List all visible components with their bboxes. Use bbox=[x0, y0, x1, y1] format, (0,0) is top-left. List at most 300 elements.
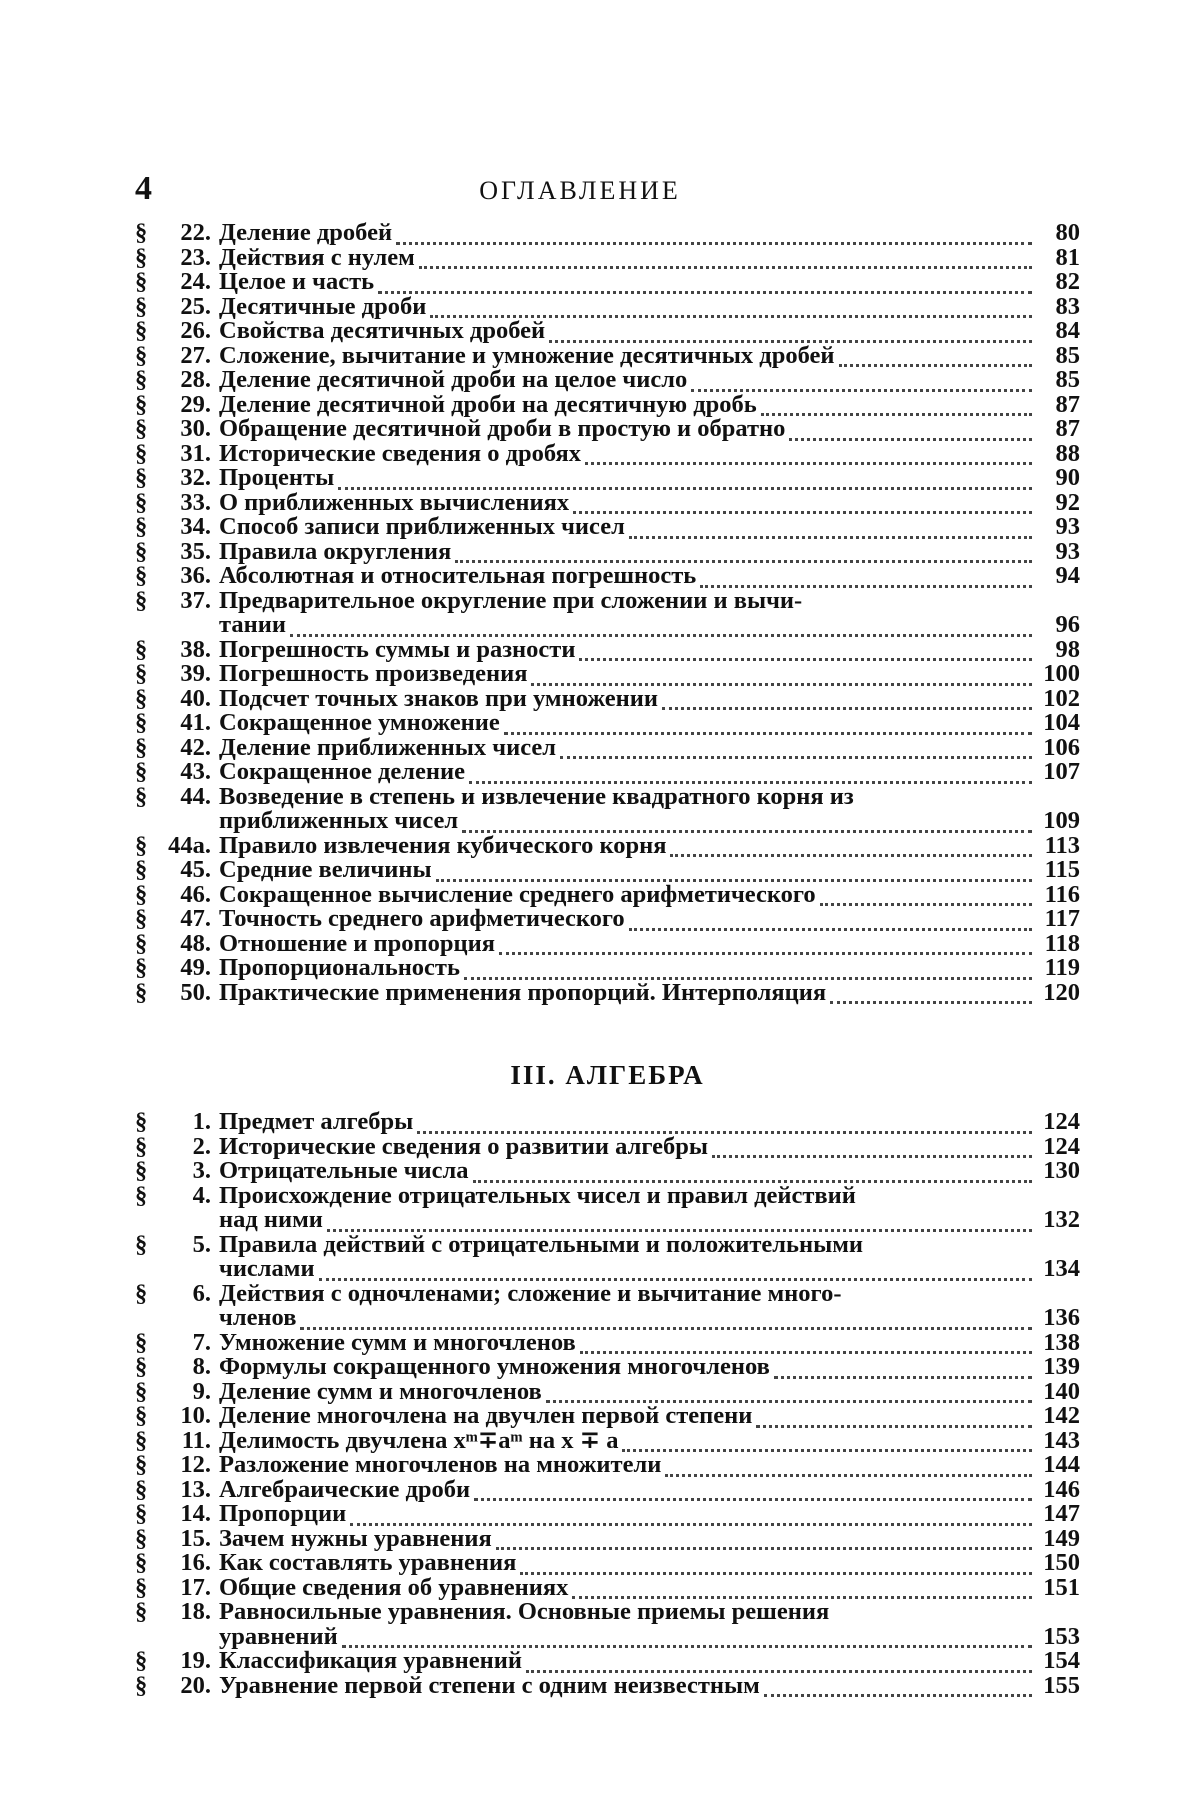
page-ref: 144 bbox=[1043, 1451, 1080, 1478]
page-ref: 155 bbox=[1043, 1671, 1080, 1699]
section-sign: § bbox=[135, 513, 148, 540]
toc-entry bbox=[135, 1355, 1080, 1380]
toc-entry-line bbox=[135, 1159, 1080, 1184]
page-ref: 106 bbox=[1043, 733, 1080, 761]
toc-entry-line bbox=[135, 341, 1080, 369]
section-title: Исторические сведения о дробях bbox=[219, 439, 582, 467]
section-number: 41. bbox=[180, 709, 211, 736]
section-title: Целое и часть bbox=[219, 268, 375, 295]
page-ref: 117 bbox=[1044, 905, 1080, 932]
section-number: 30. bbox=[180, 415, 211, 442]
dot-leader bbox=[560, 746, 1032, 759]
section-sign: § bbox=[135, 390, 148, 418]
section-number: 36. bbox=[180, 562, 211, 589]
section-title: Алгебраические дроби bbox=[219, 1475, 471, 1503]
section-sign: § bbox=[135, 1279, 148, 1307]
page-ref: 139 bbox=[1043, 1353, 1080, 1380]
section-number: 15. bbox=[180, 1524, 211, 1552]
section-number: 17. bbox=[180, 1573, 211, 1601]
section-title: Действия с нулем bbox=[219, 243, 415, 271]
toc-entry bbox=[135, 684, 1080, 712]
dot-leader bbox=[319, 1268, 1032, 1281]
section-sign: § bbox=[135, 880, 148, 908]
toc-entry bbox=[135, 1377, 1080, 1405]
section-sign: § bbox=[135, 415, 148, 442]
section-sign: § bbox=[135, 733, 148, 761]
section-number: 16. bbox=[180, 1549, 211, 1576]
dot-leader bbox=[665, 1464, 1032, 1477]
toc-entry bbox=[135, 1551, 1080, 1576]
page-ref: 118 bbox=[1044, 929, 1080, 957]
dot-leader bbox=[670, 844, 1032, 857]
toc-entry bbox=[135, 221, 1080, 246]
section-number: 24. bbox=[180, 268, 211, 295]
section-sign: § bbox=[135, 1132, 148, 1160]
section-title: Классификация уравнений bbox=[219, 1647, 522, 1674]
dot-leader bbox=[585, 452, 1032, 465]
toc-entry-continuation bbox=[135, 613, 1080, 638]
page-ref: 96 bbox=[1055, 611, 1080, 638]
toc-entry bbox=[135, 662, 1080, 687]
section-title-continued: уравнений bbox=[219, 1622, 338, 1650]
page-ref: 120 bbox=[1043, 978, 1080, 1006]
toc-entry bbox=[135, 564, 1080, 589]
section-title: Абсолютная и относительная погрешность bbox=[219, 562, 697, 589]
toc-entry-line bbox=[135, 929, 1080, 957]
toc-entry-line bbox=[135, 1671, 1080, 1699]
section-number: 27. bbox=[180, 341, 211, 369]
toc-entry bbox=[135, 1110, 1080, 1135]
toc-entry-line bbox=[135, 488, 1080, 516]
dot-leader bbox=[700, 575, 1032, 588]
toc-entry-line bbox=[135, 1110, 1080, 1135]
section-sign: § bbox=[135, 268, 148, 295]
page-ref: 138 bbox=[1043, 1328, 1080, 1356]
section-title: Сокращенное умножение bbox=[219, 709, 500, 736]
toc-entry bbox=[135, 243, 1080, 271]
section-title: Сложение, вычитание и умножение десятичных дробей bbox=[219, 341, 835, 369]
section-title: Точность среднего арифметического bbox=[219, 905, 625, 932]
page-ref: 147 bbox=[1043, 1500, 1080, 1527]
section-number: 7. bbox=[192, 1328, 211, 1356]
section-title: О приближенных вычислениях bbox=[219, 488, 570, 516]
section-number: 18. bbox=[180, 1598, 211, 1625]
part-heading: III. АЛГЕБРА bbox=[510, 1060, 705, 1090]
section-number: 33. bbox=[180, 488, 211, 516]
dot-leader bbox=[417, 1121, 1032, 1134]
section-sign: § bbox=[135, 782, 148, 810]
toc-entry bbox=[135, 390, 1080, 418]
section-title: Умножение сумм и многочленов bbox=[219, 1328, 576, 1356]
section-title: Деление дробей bbox=[219, 219, 393, 246]
page-ref: 81 bbox=[1055, 243, 1080, 271]
toc-entry-line bbox=[135, 390, 1080, 418]
page-ref: 140 bbox=[1043, 1377, 1080, 1405]
page-ref: 136 bbox=[1043, 1304, 1080, 1331]
section-number: 37. bbox=[180, 586, 211, 614]
dot-leader bbox=[830, 991, 1032, 1004]
toc-entry-line bbox=[135, 368, 1080, 393]
page-ref: 100 bbox=[1043, 660, 1080, 687]
section-sign: § bbox=[135, 709, 148, 736]
section-title: Деление многочлена на двучлен первой степени bbox=[219, 1402, 753, 1429]
section-sign: § bbox=[135, 1500, 148, 1527]
toc-entry-continuation bbox=[135, 809, 1080, 834]
toc-entry bbox=[135, 417, 1080, 442]
page-ref: 87 bbox=[1055, 415, 1080, 442]
toc-entry-line bbox=[135, 1573, 1080, 1601]
section-sign: § bbox=[135, 1108, 148, 1135]
toc-entry-continuation bbox=[135, 1306, 1080, 1331]
dot-leader bbox=[396, 232, 1032, 245]
toc-entry-line bbox=[135, 270, 1080, 295]
section-title: Формулы сокращенного умножения многочленов bbox=[219, 1353, 770, 1380]
dot-leader bbox=[579, 648, 1032, 661]
page-ref: 90 bbox=[1055, 464, 1080, 491]
section-title: Отношение и пропорция bbox=[219, 929, 495, 957]
dot-leader bbox=[327, 1219, 1032, 1232]
page-ref: 151 bbox=[1043, 1573, 1080, 1601]
toc-entry-line bbox=[135, 684, 1080, 712]
section-number: 14. bbox=[180, 1500, 211, 1527]
toc-entry-line bbox=[135, 662, 1080, 687]
toc-entry bbox=[135, 1426, 1080, 1454]
toc-entry-line bbox=[135, 1600, 1080, 1625]
section-title: Сокращенное вычисление среднего арифметического bbox=[219, 880, 816, 908]
page-ref: 84 bbox=[1055, 317, 1080, 344]
section-sign: § bbox=[135, 929, 148, 957]
section-title-continued: тании bbox=[219, 611, 286, 638]
toc-entry bbox=[135, 1453, 1080, 1478]
toc-entry-line bbox=[135, 1649, 1080, 1674]
section-number: 50. bbox=[180, 978, 211, 1006]
toc-entry bbox=[135, 466, 1080, 491]
section-number: 9. bbox=[192, 1377, 211, 1405]
section-number: 49. bbox=[180, 954, 211, 981]
dot-leader bbox=[789, 428, 1032, 441]
toc-entry-line bbox=[135, 760, 1080, 785]
toc-entry-line bbox=[135, 711, 1080, 736]
section-sign: § bbox=[135, 1402, 148, 1429]
section-number: 1. bbox=[192, 1108, 211, 1135]
section-title: Уравнение первой степени с одним неизвестным bbox=[219, 1671, 760, 1699]
page-ref: 85 bbox=[1055, 341, 1080, 369]
page-ref: 109 bbox=[1043, 807, 1080, 834]
page-ref: 154 bbox=[1043, 1647, 1080, 1674]
section-title: Происхождение отрицательных чисел и правил действий bbox=[219, 1181, 856, 1209]
toc-entry-line bbox=[135, 466, 1080, 491]
toc-entry-continuation bbox=[135, 1208, 1080, 1233]
dot-leader bbox=[629, 526, 1032, 539]
section-number: 22. bbox=[180, 219, 211, 246]
toc-entry bbox=[135, 1671, 1080, 1699]
section-number: 39. bbox=[180, 660, 211, 687]
page-ref: 119 bbox=[1044, 954, 1080, 981]
dot-leader bbox=[338, 477, 1032, 490]
page-number: 4 bbox=[135, 170, 152, 207]
toc-section-arithmetic bbox=[135, 221, 1080, 1005]
section-title: Деление приближенных чисел bbox=[219, 733, 557, 761]
page-ref: 80 bbox=[1055, 219, 1080, 246]
toc-entry bbox=[135, 635, 1080, 663]
dot-leader bbox=[712, 1145, 1032, 1158]
section-sign: § bbox=[135, 562, 148, 589]
section-number: 34. bbox=[180, 513, 211, 540]
page-ref: 85 bbox=[1055, 366, 1080, 393]
section-sign: § bbox=[135, 1230, 148, 1258]
section-title: Предмет алгебры bbox=[219, 1108, 414, 1135]
section-number: 3. bbox=[192, 1157, 211, 1184]
toc-entry bbox=[135, 1230, 1080, 1282]
section-number: 25. bbox=[180, 292, 211, 320]
section-sign: § bbox=[135, 1377, 148, 1405]
section-number: 38. bbox=[180, 635, 211, 663]
page-ref: 113 bbox=[1044, 831, 1080, 859]
section-title: Способ записи приближенных чисел bbox=[219, 513, 625, 540]
page-ref: 150 bbox=[1043, 1549, 1080, 1576]
page-ref: 116 bbox=[1044, 880, 1080, 908]
section-number: 13. bbox=[180, 1475, 211, 1503]
section-title: Деление сумм и многочленов bbox=[219, 1377, 542, 1405]
dot-leader bbox=[473, 1170, 1032, 1183]
toc-entry bbox=[135, 1404, 1080, 1429]
section-title: Свойства десятичных дробей bbox=[219, 317, 546, 344]
page-ref: 130 bbox=[1043, 1157, 1080, 1184]
section-sign: § bbox=[135, 243, 148, 271]
page-ref: 124 bbox=[1043, 1132, 1080, 1160]
section-sign: § bbox=[135, 341, 148, 369]
toc-entry-line bbox=[135, 515, 1080, 540]
dot-leader bbox=[504, 722, 1032, 735]
section-number: 26. bbox=[180, 317, 211, 344]
section-sign: § bbox=[135, 684, 148, 712]
toc-entry-line bbox=[135, 221, 1080, 246]
section-title: Пропорциональность bbox=[219, 954, 460, 981]
toc-entry bbox=[135, 1132, 1080, 1160]
toc-entry-line bbox=[135, 1355, 1080, 1380]
toc-entry-line bbox=[135, 1328, 1080, 1356]
section-sign: § bbox=[135, 488, 148, 516]
page-ref: 132 bbox=[1043, 1206, 1080, 1233]
section-title: Разложение многочленов на множители bbox=[219, 1451, 662, 1478]
toc-entry-line bbox=[135, 1524, 1080, 1552]
section-number: 31. bbox=[180, 439, 211, 467]
section-sign: § bbox=[135, 635, 148, 663]
dot-leader bbox=[531, 673, 1032, 686]
section-title: Сокращенное деление bbox=[219, 758, 465, 785]
dot-leader bbox=[764, 1684, 1032, 1697]
page-header bbox=[135, 170, 1025, 210]
section-title: Погрешность суммы и разности bbox=[219, 635, 576, 663]
dot-leader bbox=[820, 893, 1032, 906]
toc-entry-line bbox=[135, 1551, 1080, 1576]
section-number: 10. bbox=[180, 1402, 211, 1429]
section-number: 6. bbox=[192, 1279, 211, 1307]
dot-leader bbox=[622, 1439, 1032, 1452]
toc-entry-line bbox=[135, 733, 1080, 761]
page-ref: 98 bbox=[1055, 635, 1080, 663]
section-title: Правила действий с отрицательными и положительными bbox=[219, 1230, 864, 1258]
section-title: Деление десятичной дроби на десятичную дробь bbox=[219, 390, 757, 418]
section-sign: § bbox=[135, 1475, 148, 1503]
section-title: Правила округления bbox=[219, 537, 452, 565]
running-title: ОГЛАВЛЕНИЕ bbox=[479, 176, 681, 205]
toc-entry bbox=[135, 368, 1080, 393]
dot-leader bbox=[300, 1317, 1032, 1330]
toc-entry-line bbox=[135, 956, 1080, 981]
section-number: 4. bbox=[192, 1181, 211, 1209]
section-sign: § bbox=[135, 978, 148, 1006]
dot-leader bbox=[378, 281, 1032, 294]
toc-entry bbox=[135, 1279, 1080, 1331]
section-number: 44. bbox=[180, 782, 211, 810]
page-ref: 134 bbox=[1043, 1255, 1080, 1282]
section-title: Подсчет точных знаков при умножении bbox=[219, 684, 659, 712]
section-sign: § bbox=[135, 439, 148, 467]
section-number: 20. bbox=[180, 1671, 211, 1699]
dot-leader bbox=[691, 379, 1032, 392]
dot-leader bbox=[839, 354, 1033, 367]
section-sign: § bbox=[135, 464, 148, 491]
section-sign: § bbox=[135, 1671, 148, 1699]
section-title: Общие сведения об уравнениях bbox=[219, 1573, 569, 1601]
page-ref: 94 bbox=[1055, 562, 1080, 589]
section-number: 48. bbox=[180, 929, 211, 957]
dot-leader bbox=[756, 1415, 1032, 1428]
section-title: Действия с одночленами; сложение и вычитание много- bbox=[219, 1279, 842, 1307]
section-sign: § bbox=[135, 366, 148, 393]
section-number: 5. bbox=[192, 1230, 211, 1258]
section-sign: § bbox=[135, 1328, 148, 1356]
toc-entry bbox=[135, 760, 1080, 785]
toc-entry bbox=[135, 488, 1080, 516]
page-ref: 102 bbox=[1043, 684, 1080, 712]
toc-entry-line bbox=[135, 586, 1080, 614]
section-number: 40. bbox=[180, 684, 211, 712]
section-title: Зачем нужны уравнения bbox=[219, 1524, 492, 1552]
dot-leader bbox=[462, 820, 1032, 833]
toc-entry-line bbox=[135, 1377, 1080, 1405]
section-title: Исторические сведения о развитии алгебры bbox=[219, 1132, 708, 1160]
toc-entry-line bbox=[135, 1132, 1080, 1160]
section-sign: § bbox=[135, 954, 148, 981]
section-sign: § bbox=[135, 1573, 148, 1601]
toc-entry bbox=[135, 586, 1080, 638]
section-sign: § bbox=[135, 1598, 148, 1625]
toc-entry-line bbox=[135, 243, 1080, 271]
page-ref: 93 bbox=[1055, 513, 1080, 540]
section-title: Отрицательные числа bbox=[219, 1157, 469, 1184]
toc-entry-continuation bbox=[135, 1257, 1080, 1282]
dot-leader bbox=[526, 1660, 1032, 1673]
section-number: 28. bbox=[180, 366, 211, 393]
page-ref: 115 bbox=[1044, 856, 1080, 883]
toc-entry-line bbox=[135, 564, 1080, 589]
section-sign: § bbox=[135, 1549, 148, 1576]
toc-entry-line bbox=[135, 1453, 1080, 1478]
toc-entry bbox=[135, 1524, 1080, 1552]
toc-entry bbox=[135, 1573, 1080, 1601]
section-title-continued: числами bbox=[219, 1255, 315, 1282]
section-number: 12. bbox=[180, 1451, 211, 1478]
dot-leader bbox=[499, 942, 1032, 955]
section-number: 43. bbox=[180, 758, 211, 785]
section-sign: § bbox=[135, 1181, 148, 1209]
toc-entry bbox=[135, 880, 1080, 908]
toc-entry bbox=[135, 929, 1080, 957]
toc-entry bbox=[135, 733, 1080, 761]
section-number: 8. bbox=[192, 1353, 211, 1380]
toc-entry bbox=[135, 978, 1080, 1006]
toc-entry bbox=[135, 319, 1080, 344]
dot-leader bbox=[549, 330, 1032, 343]
toc-entry-line bbox=[135, 635, 1080, 663]
toc-entry-line bbox=[135, 782, 1080, 810]
section-title: Пропорции bbox=[219, 1500, 347, 1527]
page-ref: 104 bbox=[1043, 709, 1080, 736]
toc-entry bbox=[135, 1475, 1080, 1503]
toc-entry bbox=[135, 907, 1080, 932]
section-title: Деление десятичной дроби на целое число bbox=[219, 366, 688, 393]
section-title: Предварительное округление при сложении и вычи- bbox=[219, 586, 803, 614]
section-title: Десятичные дроби bbox=[219, 292, 427, 320]
toc-entry-line bbox=[135, 1475, 1080, 1503]
section-sign: § bbox=[135, 586, 148, 614]
dot-leader bbox=[464, 967, 1032, 980]
toc-entry bbox=[135, 782, 1080, 834]
toc-entry-line bbox=[135, 831, 1080, 859]
section-number: 46. bbox=[180, 880, 211, 908]
page-ref: 153 bbox=[1043, 1622, 1080, 1650]
section-number: 47. bbox=[180, 905, 211, 932]
dot-leader bbox=[573, 501, 1032, 514]
page-ref: 92 bbox=[1055, 488, 1080, 516]
toc-entry-line bbox=[135, 319, 1080, 344]
dot-leader bbox=[436, 869, 1032, 882]
page-ref: 142 bbox=[1043, 1402, 1080, 1429]
dot-leader bbox=[290, 624, 1032, 637]
section-sign: § bbox=[135, 1647, 148, 1674]
section-title: Равносильные уравнения. Основные приемы решения bbox=[219, 1598, 830, 1625]
page-ref: 88 bbox=[1055, 439, 1080, 467]
dot-leader bbox=[520, 1562, 1032, 1575]
toc-entry bbox=[135, 1328, 1080, 1356]
toc-entry bbox=[135, 831, 1080, 859]
toc-entry bbox=[135, 1649, 1080, 1674]
toc-entry bbox=[135, 1181, 1080, 1233]
section-number: 45. bbox=[180, 856, 211, 883]
section-sign: § bbox=[135, 1426, 148, 1454]
section-number: 29. bbox=[180, 390, 211, 418]
page-ref: 107 bbox=[1043, 758, 1080, 785]
section-sign: § bbox=[135, 1524, 148, 1552]
page-ref: 83 bbox=[1055, 292, 1080, 320]
section-title: Обращение десятичной дроби в простую и обратно bbox=[219, 415, 786, 442]
toc-entry bbox=[135, 1600, 1080, 1649]
dot-leader bbox=[469, 771, 1032, 784]
section-title: Как составлять уравнения bbox=[219, 1549, 517, 1576]
section-title-continued: приближенных чисел bbox=[219, 807, 459, 834]
toc-entry-continuation bbox=[135, 1622, 1080, 1650]
toc-entry-line bbox=[135, 439, 1080, 467]
page-ref: 146 bbox=[1043, 1475, 1080, 1503]
section-sign: § bbox=[135, 1451, 148, 1478]
section-title: Возведение в степень и извлечение квадратного корня из bbox=[219, 782, 854, 810]
dot-leader bbox=[629, 918, 1032, 931]
toc-entry bbox=[135, 858, 1080, 883]
toc-entry bbox=[135, 439, 1080, 467]
section-sign: § bbox=[135, 219, 148, 246]
